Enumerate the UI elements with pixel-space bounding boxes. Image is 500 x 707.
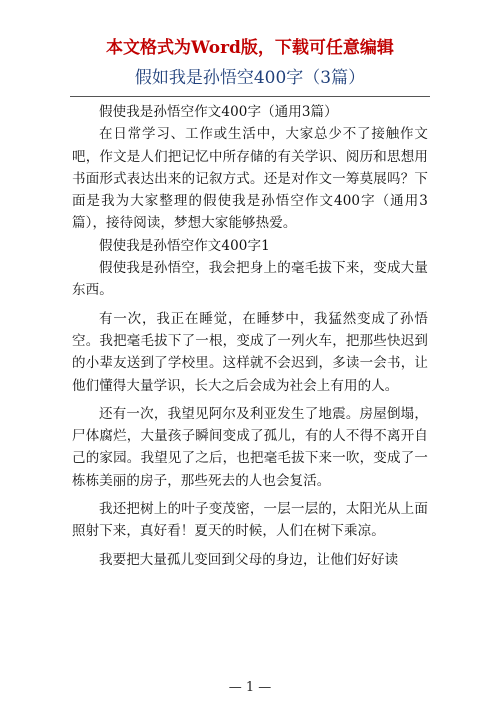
body-paragraph: 还有一次，我望见阿尔及利亚发生了地震。房屋倒塌，尸体腐烂，大量孩子瞬间变成了孤儿，有的人不得不离开自己的家园。我望见了之后，也把毫毛拔下来一吹，变成了一栋栋美丽的房子，那些死去的人也会复活。	[72, 405, 428, 489]
document-title: 假如我是孙悟空400字（3篇）	[134, 68, 366, 88]
subtitle-paragraph: 假使我是孙悟空作文400字（通用3篇）	[99, 104, 338, 120]
document-body	[72, 101, 428, 571]
title-divider	[70, 96, 430, 97]
body-paragraph: 我要把大量孤儿变回到父母的身边，让他们好好读	[99, 551, 399, 568]
body-paragraph: 我还把树上的叶子变茂密，一层一层的，太阳光从上面照射下来，真好看！夏天的时候，人们在树下乘凉。	[72, 501, 428, 540]
body-paragraph: 假使我是孙悟空，我会把身上的毫毛拔下来，变成大量东西。	[72, 260, 428, 299]
section-heading: 假使我是孙悟空作文400字1	[99, 237, 270, 254]
page-number: — 1 —	[228, 680, 272, 695]
edit-format-banner: 本文格式为Word版，下载可任意编辑	[106, 38, 394, 58]
intro-paragraph: 在日常学习、工作或生活中，大家总少不了接触作文吧，作文是人们把记忆中所存储的有关学识、阅历和思想用书面形式表达出来的记叙方式。还是对作文一筹莫展吗？下面是我为大家整理的假使我是孙悟空作文400字（通用3篇），接待阅读，梦想大家能够热爱。	[72, 126, 428, 232]
body-paragraph: 有一次，我正在睡觉，在睡梦中，我猛然变成了孙悟空。我把毫毛拔下了一根，变成了一列火车，把那些快迟到的小辈友送到了学校里。这样就不会迟到，多读一会书，让他们懂得大量学识，长大之后会成为社会上有用的人。	[72, 310, 428, 394]
